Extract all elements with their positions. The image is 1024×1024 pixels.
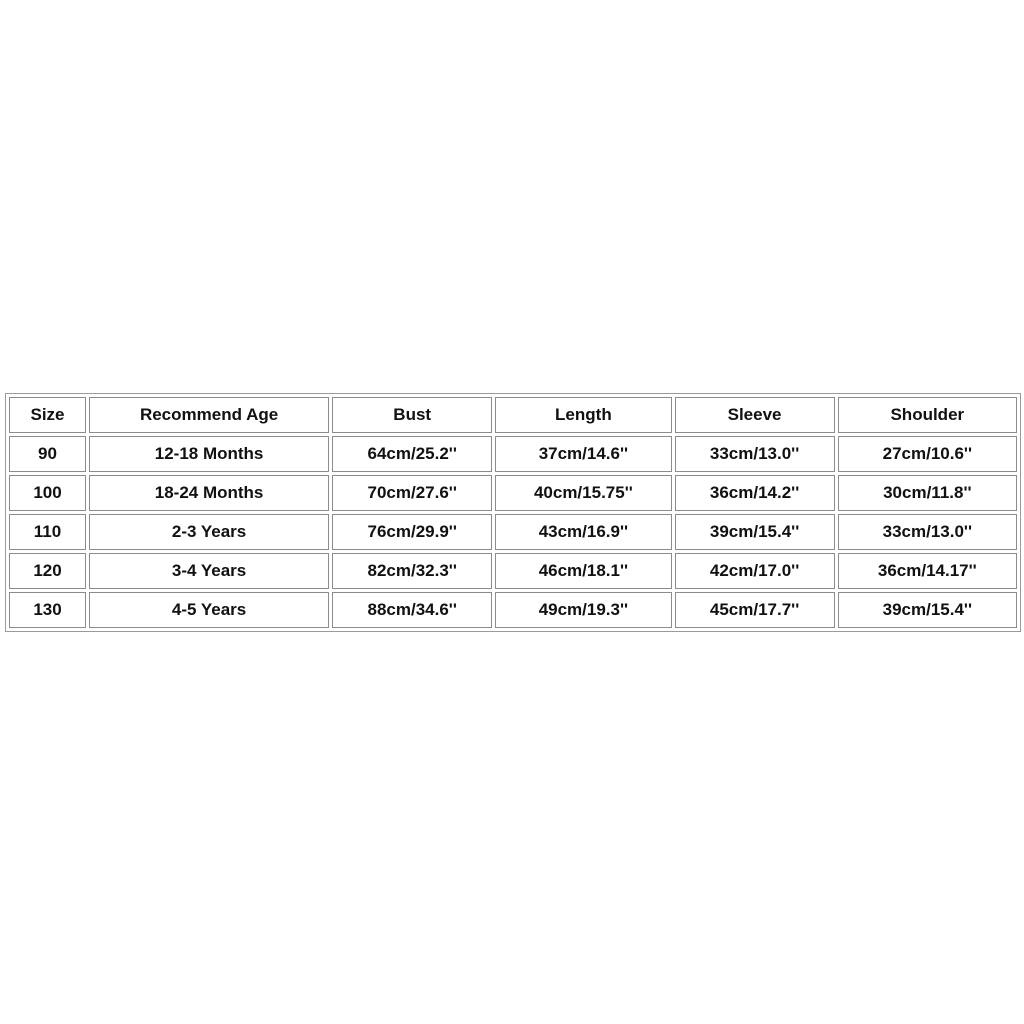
- cell-bust: 70cm/27.6'': [332, 475, 492, 511]
- cell-shoulder: 36cm/14.17'': [838, 553, 1017, 589]
- table-row: [9, 592, 1017, 628]
- table-header-row: [9, 397, 1017, 433]
- cell-size: 120: [9, 553, 86, 589]
- cell-length: 40cm/15.75'': [495, 475, 671, 511]
- header-bust: Bust: [332, 397, 492, 433]
- cell-size: 100: [9, 475, 86, 511]
- table-row: [9, 475, 1017, 511]
- size-chart-table: [5, 393, 1021, 632]
- cell-shoulder: 27cm/10.6'': [838, 436, 1017, 472]
- cell-size: 130: [9, 592, 86, 628]
- cell-bust: 64cm/25.2'': [332, 436, 492, 472]
- cell-sleeve: 39cm/15.4'': [675, 514, 835, 550]
- cell-sleeve: 36cm/14.2'': [675, 475, 835, 511]
- cell-length: 37cm/14.6'': [495, 436, 671, 472]
- cell-size: 90: [9, 436, 86, 472]
- cell-recommend-age: 18-24 Months: [89, 475, 329, 511]
- table-row: [9, 553, 1017, 589]
- cell-recommend-age: 3-4 Years: [89, 553, 329, 589]
- header-sleeve: Sleeve: [675, 397, 835, 433]
- table-row: [9, 436, 1017, 472]
- cell-length: 43cm/16.9'': [495, 514, 671, 550]
- cell-sleeve: 45cm/17.7'': [675, 592, 835, 628]
- cell-shoulder: 30cm/11.8'': [838, 475, 1017, 511]
- header-length: Length: [495, 397, 671, 433]
- cell-shoulder: 39cm/15.4'': [838, 592, 1017, 628]
- cell-size: 110: [9, 514, 86, 550]
- cell-shoulder: 33cm/13.0'': [838, 514, 1017, 550]
- cell-sleeve: 42cm/17.0'': [675, 553, 835, 589]
- header-recommend-age: Recommend Age: [89, 397, 329, 433]
- cell-recommend-age: 4-5 Years: [89, 592, 329, 628]
- cell-length: 46cm/18.1'': [495, 553, 671, 589]
- cell-bust: 88cm/34.6'': [332, 592, 492, 628]
- cell-recommend-age: 12-18 Months: [89, 436, 329, 472]
- cell-length: 49cm/19.3'': [495, 592, 671, 628]
- header-shoulder: Shoulder: [838, 397, 1017, 433]
- cell-sleeve: 33cm/13.0'': [675, 436, 835, 472]
- header-size: Size: [9, 397, 86, 433]
- cell-bust: 76cm/29.9'': [332, 514, 492, 550]
- table-row: [9, 514, 1017, 550]
- cell-bust: 82cm/32.3'': [332, 553, 492, 589]
- cell-recommend-age: 2-3 Years: [89, 514, 329, 550]
